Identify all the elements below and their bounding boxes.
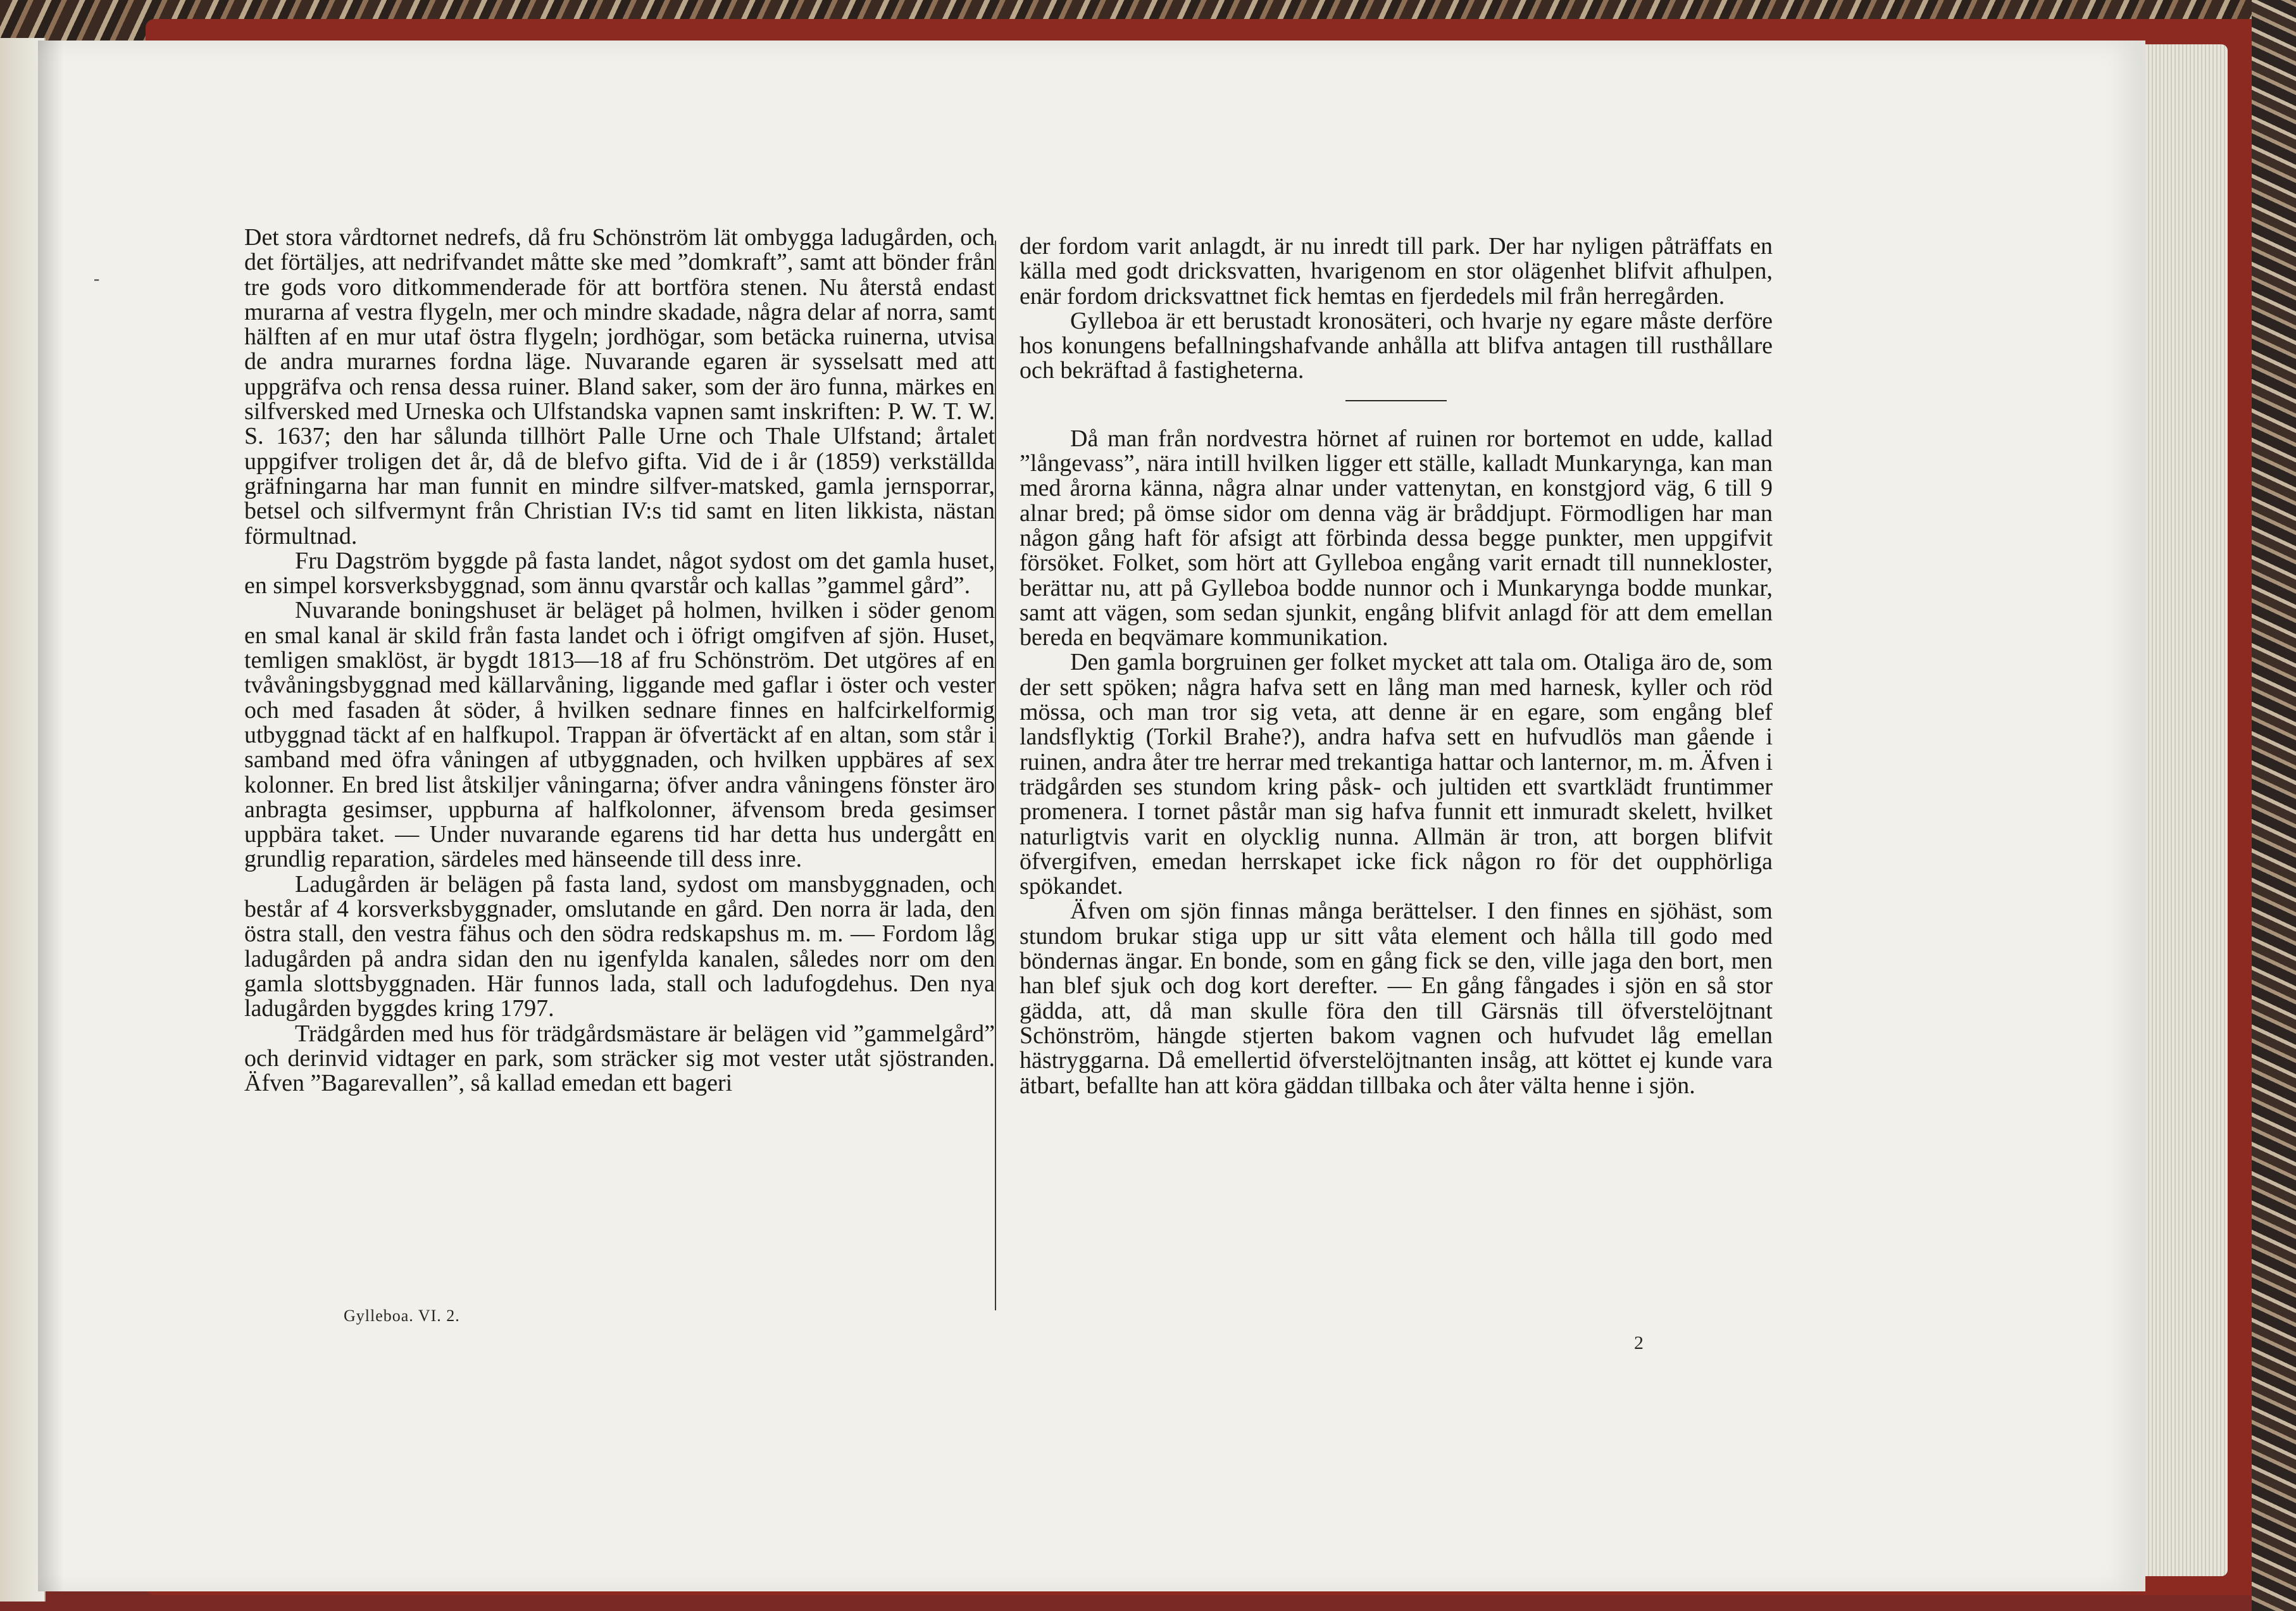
paragraph: Då man från nordvestra hörnet af ruinen ror bortemot en udde, kallad ”långevass”, nära intill hvilken ligger ett ställe, kalladt Munkarynga, kan man med årorna känna, några alnar under vattenytan, en konstgjord väg, 6 till 9 alnar bred; på ömse sidor om denna väg är bråddjupt. Förmodligen har man någon gång haft för afsigt att förbinda dessa begge punkter, men uppgifvit försöket. Folket, som hört att Gylleboa engång varit ernadt till nunnekloster, berättar nu, att på Gylleboa bodde nunnor och i Munkarynga bodde munkar, samt att vägen, som sedan sjunkit, engång blifvit anlagd för att dem emellan bereda en beqvämare kommunikation. (1020, 425, 1773, 651)
left-text-column (244, 225, 995, 1096)
column-divider (995, 241, 996, 1310)
paragraph: Ladugården är belägen på fasta land, sydost om mansbyggnaden, och består af 4 korsverksbyggnader, omslutande en gård. Den norra är lada, den östra stall, den vestra fähus och den södra redskapshus m. m. — Fordom låg ladugården på andra sidan den nu igenfylda kanalen, således norr om den gamla slottsbyggnaden. Här funnos lada, stall och ladufogdehus. Den nya ladugården byggdes kring 1797. (244, 870, 995, 1022)
paragraph: Den gamla borgruinen ger folket mycket att tala om. Otaliga äro de, som der sett spöken; några hafva sett en lång man med harnesk, kyller och röd mössa, och man tror sig veta, att denne är en egare, som engång blef landsflyktig (Torkil Brahe?), andra hafva sett en hufvudlös man gående i ruinen, andra åter tre herrar med trekantiga hattar och lanternor, m. m. Äfven i trädgården ses stundom kring påsk- och jultiden ett svartklädt fruntimmer promenera. I tornet påstår man sig hafva funnit ett inmuradt skelett, hvilket naturligtvis varit en olycklig nunna. Allmän är tron, att borgen blifvit öfvergifven, emedan herrskapet icke fick någon ro för det oupphörliga spökandet. (1020, 649, 1773, 900)
paragraph: Nuvarande boningshuset är beläget på holmen, hvilken i söder genom en smal kanal är skild från fasta landet och i öfrigt omgifven af sjön. Huset, temligen smaklöst, är bygdt 1813—18 af fru Schönström. Det utgöres af en tvåvåningsbyggnad med källarvåning, liggande med gaflar i öster och vester och med fasaden åt söder, å hvilken sednare finnes en halfcirkelformig utbyggnad täckt af en halfkupol. Trappan är öfvertäckt af en altan, som står i samband med öfra våningen af utbyggnaden, och hvilken uppbäres af sex kolonner. En bred list åtskiljer våningarna; öfver andra våningens fönster äro anbragta gesimser, uppburna af halfkolonner, äfvensom breda gesimser uppbära taket. — Under nuvarande egarens tid har detta hus undergått en grundlig reparation, särdeles med hänseende till dess inre. (244, 597, 995, 873)
paragraph: der fordom varit anlagdt, är nu inredt till park. Der har nyligen påträffats en källa med godt dricksvatten, hvarigenom en stor olägenhet blifvit afhulpen, enär fordom dricksvattnet fick hemtas en fjerdedels mil från herregården. (1020, 233, 1773, 310)
paragraph: Äfven om sjön finnas många berättelser. I den finnes en sjöhäst, som stundom brukar stiga upp ur sitt våta element och hålla till godo med böndernas ängar. En bonde, som en gång fick se den, ville jaga den bort, men han blef sjuk och dog kort derefter. — En gång fångades i sjön en så stor gädda, att, då man skulle föra den till Gärsnäs till öfverstelöjtnant Schönström, hängde stjerten bakom vagnen och hufvudet låg emellan hästryggarna. Då emellertid öfverstelöjtnanten insåg, att köttet ej kunde vara ätbart, befallte han att köra gäddan tillbaka och åter välta henne i sjön. (1020, 898, 1773, 1099)
section-separator (1345, 400, 1447, 401)
page-number: 2 (1634, 1332, 1644, 1353)
paragraph: Fru Dagström byggde på fasta landet, något sydost om det gamla huset, en simpel korsverksbyggnad, som ännu qvarstår och kallas ”gammel gård”. (244, 547, 995, 599)
gutter-shadow (38, 41, 63, 1591)
marbled-cover-right (2252, 0, 2296, 1611)
paragraph: Trädgården med hus för trädgårdsmästare är belägen vid ”gammelgård” och derinvid vidtager en park, som sträcker sig mot vester utåt sjöstranden. Äfven ”Bagarevallen”, så kallad emedan ett bageri (244, 1020, 995, 1097)
right-text-column (1020, 234, 1773, 1098)
margin-mark: - (94, 269, 100, 289)
page-block-edge (2145, 44, 2228, 1576)
paragraph: Det stora vårdtornet nedrefs, då fru Schönström lät ombygga ladugården, och det förtäljes, att nedrifvandet måtte ske med ”domkraft”, samt att bönder från tre gods voro ditkommenderade för att bortföra stenen. Nu återstå endast murarna af vestra flygeln, mer och mindre skadade, några delar af norra, samt hälften af en mur utaf östra flygeln; jordhögar, som betäcka ruinerna, utvisa de andra murarnes fordna läge. Nuvarande egaren är sysselsatt med att uppgräfva och rensa dessa ruiner. Bland saker, som der äro funna, märkes en silfversked med Urneska och Ulfstandska vapnen samt inskriften: P. W. T. W. S. 1637; den har sålunda tillhört Palle Urne och Thale Ulfstand; årtalet uppgifver troligen det år, då de blefvo gifta. Vid de i år (1859) verkställda gräfningarna har man funnit en mindre silfver-matsked, gamla jernsporrar, betsel och silfvermynt från Christian IV:s tid samt en liten likkista, nästan förmultnad. (244, 224, 995, 549)
paragraph: Gylleboa är ett berustadt kronosäteri, och hvarje ny egare måste derföre hos konungens befallningshafvande anhålla att blifva antagen till rusthållare och bekräftad å fastigheterna. (1020, 307, 1773, 384)
signature-mark: Gylleboa. VI. 2. (344, 1307, 460, 1325)
